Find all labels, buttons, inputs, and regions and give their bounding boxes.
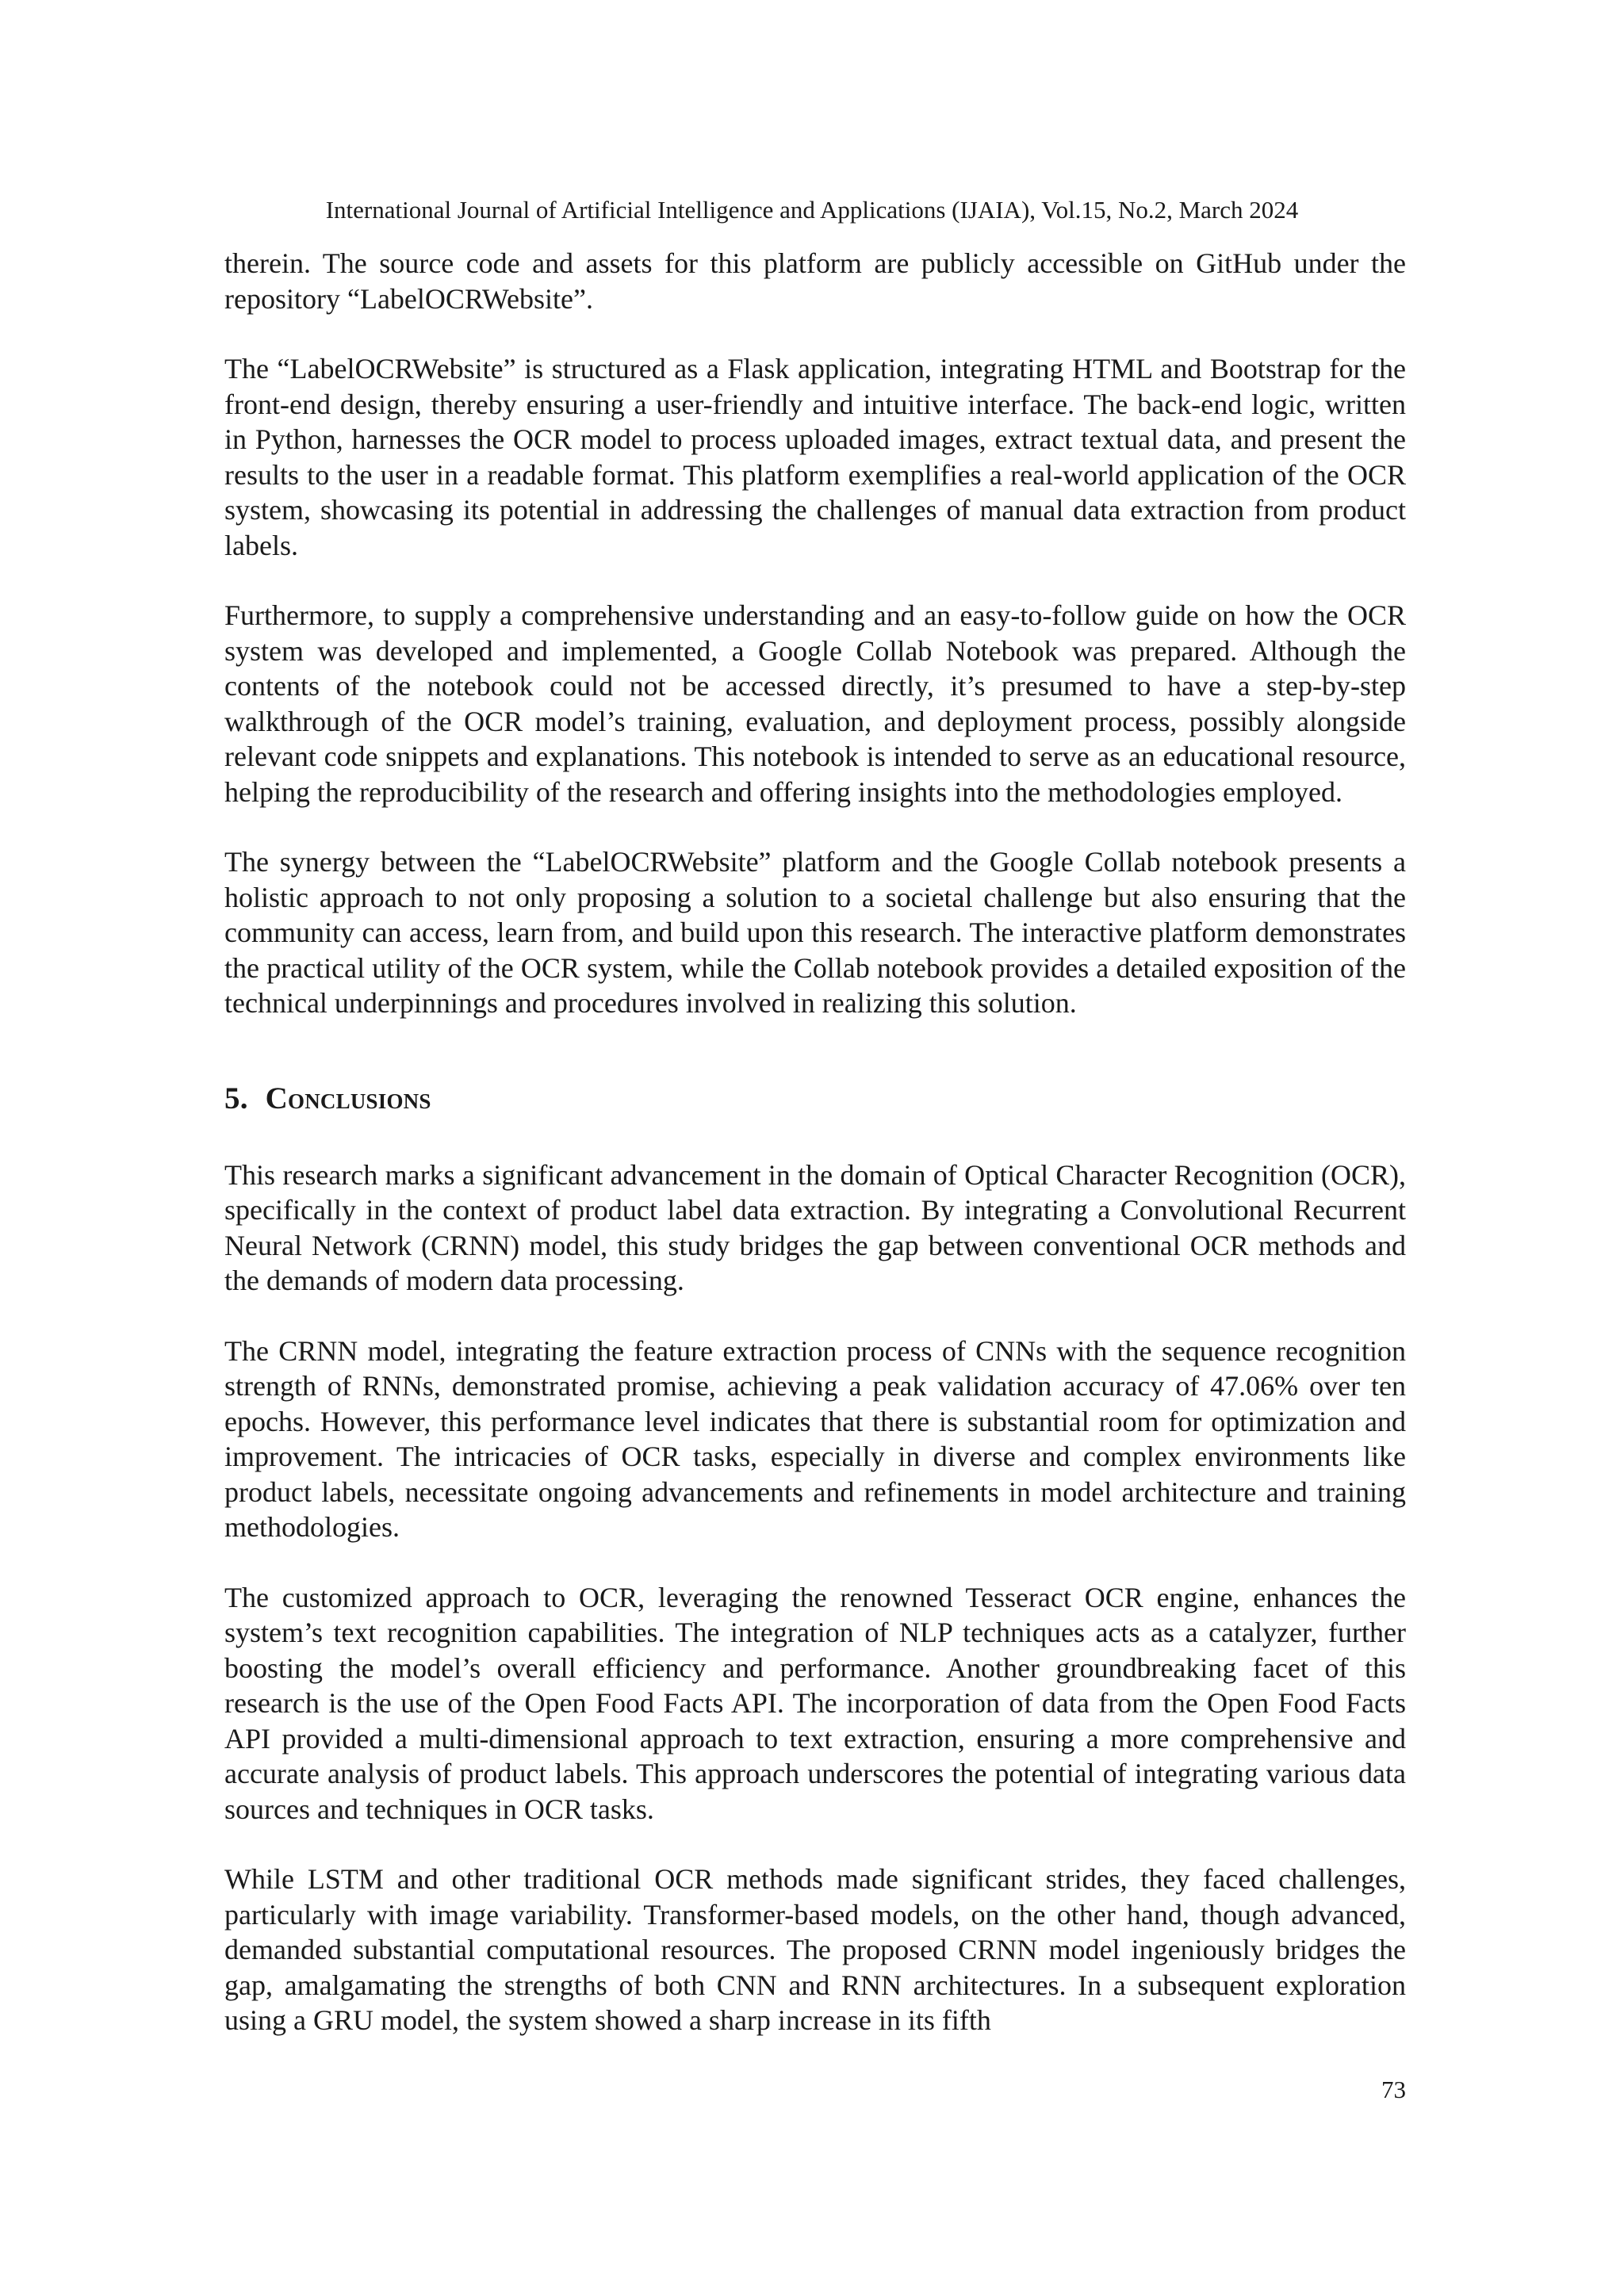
paragraph-github-repository: therein. The source code and assets for this platform are publicly accessible on GitHub under the repository “LabelOCRWebsite”.: [224, 247, 1406, 315]
page-number: 73: [1381, 2076, 1406, 2103]
paragraph-crnn-model: The CRNN model, integrating the feature extraction process of CNNs with the sequence recognition strength of RNNs, demonstrated promise, achieving a peak validation accuracy of 47.06% over ten epochs. However, this performance level indicates that there is substantial room for optimization and improvement. The intricacies of OCR tasks, especially in diverse and complex environments like product labels, necessitate ongoing advancements and refinements in model architecture and training methodologies.: [224, 1334, 1406, 1543]
body-text: [224, 246, 1406, 2073]
running-header: International Journal of Artificial Intelligence and Applications (IJAIA), Vol.15, No.2, March 2024: [325, 196, 1299, 224]
paragraph-lstm-comparison: While LSTM and other traditional OCR methods made significant strides, they faced challenges, particularly with image variability. Transformer-based models, on the other hand, though advanced, demanded substantial computational resources. The proposed CRNN model ingeniously bridges the gap, amalgamating the strengths of both CNN and RNN architectures. In a subsequent exploration using a GRU model, the system showed a sharp increase in its fifth: [224, 1863, 1406, 2036]
section-title: Conclusions: [265, 1081, 431, 1115]
paragraph-tesseract-approach: The customized approach to OCR, leveraging the renowned Tesseract OCR engine, enhances the system’s text recognition capabilities. The integration of NLP techniques acts as a catalyzer, further boosting the model’s overall efficiency and performance. Another groundbreaking facet of this research is the use of the Open Food Facts API. The incorporation of data from the Open Food Facts API provided a multi-dimensional approach to text extraction, ensuring a more comprehensive and accurate analysis of product labels. This approach underscores the potential of integrating various data sources and techniques in OCR tasks.: [224, 1581, 1406, 1825]
section-number: 5.: [224, 1081, 248, 1115]
paragraph-collab-notebook: Furthermore, to supply a comprehensive understanding and an easy-to-follow guide on how the OCR system was developed and implemented, a Google Collab Notebook was prepared. Although the contents of the notebook could not be accessed directly, it’s presumed to have a step-by-step walkthrough of the OCR model’s training, evaluation, and deployment process, possibly alongside relevant code snippets and explanations. This notebook is intended to serve as an educational resource, helping the reproducibility of the research and offering insights into the methodologies employed.: [224, 599, 1406, 808]
paragraph-synergy: The synergy between the “LabelOCRWebsite” platform and the Google Collab notebook presents a holistic approach to not only proposing a solution to a societal challenge but also ensuring that the community can access, learn from, and build upon this research. The interactive platform demonstrates the practical utility of the OCR system, while the Collab notebook provides a detailed exposition of the technical underpinnings and procedures involved in realizing this solution.: [224, 846, 1406, 1019]
paragraph-flask-application: The “LabelOCRWebsite” is structured as a Flask application, integrating HTML and Bootstrap for the front-end design, thereby ensuring a user-friendly and intuitive interface. The back-end logic, written in Python, harnesses the OCR model to process uploaded images, extract textual data, and present the results to the user in a readable format. This platform exemplifies a real-world application of the OCR system, showcasing its potential in addressing the challenges of manual data extraction from product labels.: [224, 353, 1406, 561]
paragraph-research-advancement: This research marks a significant advancement in the domain of Optical Character Recognition (OCR), specifically in the context of product label data extraction. By integrating a Convolutional Recurrent Neural Network (CRNN) model, this study bridges the gap between conventional OCR methods and the demands of modern data processing.: [224, 1158, 1406, 1296]
section-heading-conclusions: [224, 1080, 1406, 1118]
